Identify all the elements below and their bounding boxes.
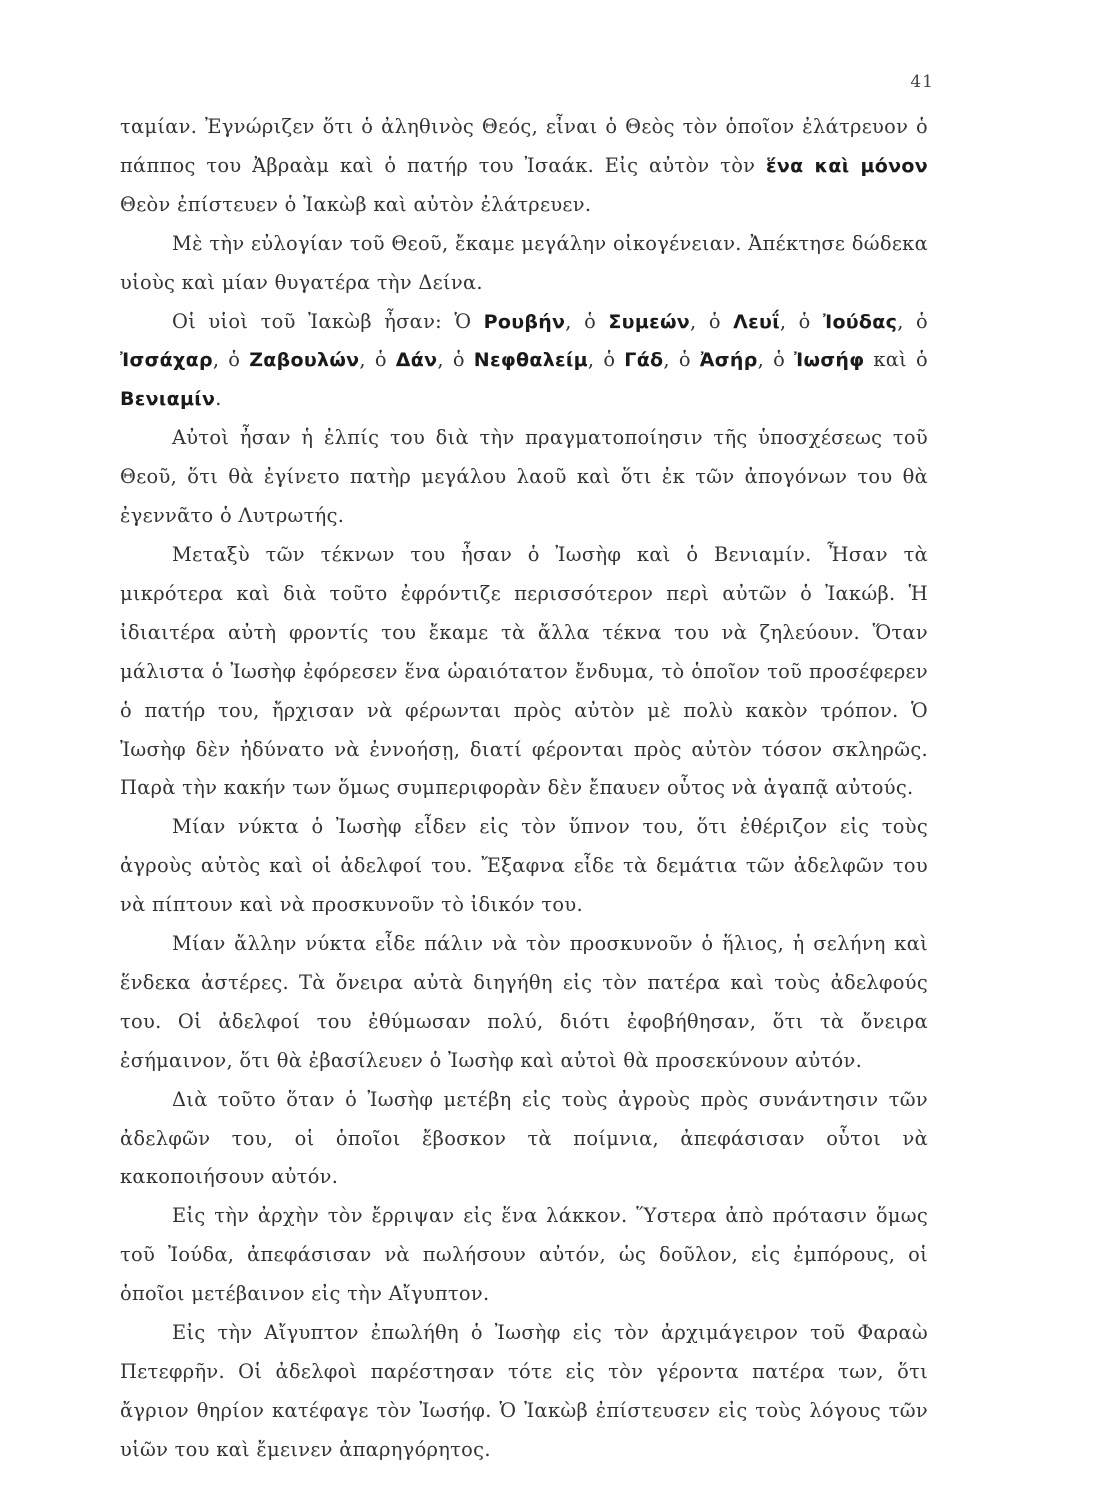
text-segment: , ὁ [779, 309, 823, 333]
paragraph [120, 419, 928, 536]
son-name: Ἰσσάχαρ [120, 349, 213, 372]
text-segment: . [215, 387, 222, 411]
text-segment: Οἱ υἱοὶ τοῦ Ἰακὼβ ἦσαν: Ὁ [172, 309, 484, 333]
son-name: Νεφθαλείμ [473, 349, 588, 372]
paragraph [120, 108, 928, 225]
text-segment: Θεὸν ἐπίστευεν ὁ Ἰακὼβ καὶ αὐτὸν ἐλάτρευεν. [120, 192, 592, 216]
son-name: Ἰούδας [822, 310, 898, 333]
text-segment: , ὁ [587, 348, 625, 372]
text-segment: ταμίαν. Ἐγνώριζεν ὅτι ὁ ἀληθινὸς Θεός, εἶναι ὁ Θεὸς τὸν ὁποῖον ἐλάτρευον ὁ πάππος του Ἀβραὰμ καὶ ὁ πατήρ του Ἰσαάκ. Εἰς αὐτὸν τὸν [120, 115, 928, 177]
text-segment: Μεταξὺ τῶν τέκνων του ἦσαν ὁ Ἰωσὴφ καὶ ὁ Βενιαμίν. Ἦσαν τὰ μικρότερα καὶ διὰ τοῦτο ἐφρόντιζε περισσότερον περὶ αὐτῶν ὁ Ἰακώβ. Ἡ ἰδιαιτέρα αὐτὴ φροντίς του ἔκαμε τὰ ἄλλα τέκνα του νὰ ζηλεύουν. Ὅταν μάλιστα ὁ Ἰωσὴφ ἐφόρεσεν ἕνα ὡραιότατον ἔνδυμα, τὸ ὁποῖον τοῦ προσέφερεν ὁ πατήρ του, ἤρχισαν νὰ φέρωνται πρὸς αὐτὸν μὲ πολὺ κακὸν τρόπον. Ὁ Ἰωσὴφ δὲν ἠδύνατο νὰ ἐννοήσῃ, διατί φέρονται πρὸς αὐτὸν τόσον σκληρῶς. Παρὰ τὴν κακήν των ὅμως συμπεριφορὰν δὲν ἔπαυεν οὗτος νὰ ἀγαπᾷ αὐτούς. [120, 542, 928, 800]
son-name: Λευΐ [733, 310, 780, 333]
son-name: Δάν [395, 349, 438, 372]
son-name: Γάδ [624, 349, 664, 372]
bold-phrase: ἕνα καὶ μόνον [765, 154, 928, 177]
text-segment: , ὁ [437, 348, 474, 372]
son-name: Ἰωσήφ [794, 349, 865, 372]
son-name: Ζαβουλών [249, 349, 360, 372]
paragraph [120, 925, 928, 1081]
page-number: 41 [910, 72, 934, 92]
text-segment: Μίαν ἄλλην νύκτα εἶδε πάλιν νὰ τὸν προσκυνοῦν ὁ ἥλιος, ἡ σελήνη καὶ ἕνδεκα ἀστέρες. Τὰ ὄνειρα αὐτὰ διηγήθη εἰς τὸν πατέρα καὶ τοὺς ἀδελφούς του. Οἱ ἀδελφοί του ἐθύμωσαν πολύ, διότι ἐφοβήθησαν, ὅτι τὰ ὄνειρα ἐσήμαινον, ὅτι θὰ ἐβασίλευεν ὁ Ἰωσὴφ καὶ αὐτοὶ θὰ προσεκύνουν αὐτόν. [120, 932, 928, 1072]
text-segment: καὶ ὁ [864, 348, 929, 372]
text-segment: , ὁ [359, 348, 396, 372]
text-segment: Διὰ τοῦτο ὅταν ὁ Ἰωσὴφ μετέβη εἰς τοὺς ἀγροὺς πρὸς συνάντησιν τῶν ἀδελφῶν του, οἱ ὁποῖοι ἔβοσκον τὰ ποίμνια, ἀπεφάσισαν οὗτοι νὰ κακοποιήσουν αὐτόν. [120, 1087, 928, 1189]
text-segment: , ὁ [690, 309, 734, 333]
paragraph-sons-of-jacob [120, 303, 928, 420]
page-body [120, 108, 928, 1470]
paragraph [120, 1314, 928, 1470]
text-segment: Εἰς τὴν Αἴγυπτον ἐπωλήθη ὁ Ἰωσὴφ εἰς τὸν ἀρχιμάγειρον τοῦ Φαραὼ Πετεφρῆν. Οἱ ἀδελφοὶ παρέστησαν τότε εἰς τὸν γέροντα πατέρα των, ὅτι ἄγριον θηρίον κατέφαγε τὸν Ἰωσήφ. Ὁ Ἰακὼβ ἐπίστευσεν εἰς τοὺς λόγους τῶν υἱῶν του καὶ ἔμεινεν ἀπαρηγόρητος. [120, 1321, 928, 1461]
paragraph [120, 808, 928, 925]
paragraph [120, 536, 928, 808]
text-segment: , ὁ [757, 348, 795, 372]
text-segment: Μίαν νύκτα ὁ Ἰωσὴφ εἶδεν εἰς τὸν ὕπνον του, ὅτι ἐθέριζον εἰς τοὺς ἀγροὺς αὐτὸς καὶ οἱ ἀδελφοί του. Ἔξαφνα εἶδε τὰ δεμάτια τῶν ἀδελφῶν του νὰ πίπτουν καὶ νὰ προσκυνοῦν τὸ ἰδικόν του. [120, 815, 928, 917]
paragraph [120, 225, 928, 303]
text-segment: , ὁ [212, 348, 250, 372]
son-name: Συμεών [608, 310, 691, 333]
paragraph [120, 1197, 928, 1314]
son-name: Ἀσήρ [699, 349, 758, 372]
text-segment: , ὁ [897, 309, 928, 333]
text-segment: Εἰς τὴν ἀρχὴν τὸν ἔρριψαν εἰς ἕνα λάκκον. Ὕστερα ἀπὸ πρότασιν ὅμως τοῦ Ἰούδα, ἀπεφάσισαν νὰ πωλήσουν αὐτόν, ὡς δοῦλον, εἰς ἐμπόρους, οἱ ὁποῖοι μετέβαινον εἰς τὴν Αἴγυπτον. [120, 1204, 928, 1306]
text-segment: , ὁ [663, 348, 700, 372]
son-name: Βενιαμίν [120, 388, 216, 411]
paragraph [120, 1081, 928, 1198]
text-segment: , ὁ [565, 309, 609, 333]
text-segment: Μὲ τὴν εὐλογίαν τοῦ Θεοῦ, ἔκαμε μεγάλην οἰκογένειαν. Ἀπέκτησε δώδεκα υἱοὺς καὶ μίαν θυγατέρα τὴν Δείνα. [120, 231, 928, 294]
son-name: Ρουβήν [483, 310, 566, 333]
text-segment: Αὐτοὶ ἦσαν ἡ ἐλπίς του διὰ τὴν πραγματοποίησιν τῆς ὑποσχέσεως τοῦ Θεοῦ, ὅτι θὰ ἐγίνετο πατὴρ μεγάλου λαοῦ καὶ ὅτι ἐκ τῶν ἀπογόνων του θὰ ἐγεννᾶτο ὁ Λυτρωτής. [120, 426, 928, 528]
